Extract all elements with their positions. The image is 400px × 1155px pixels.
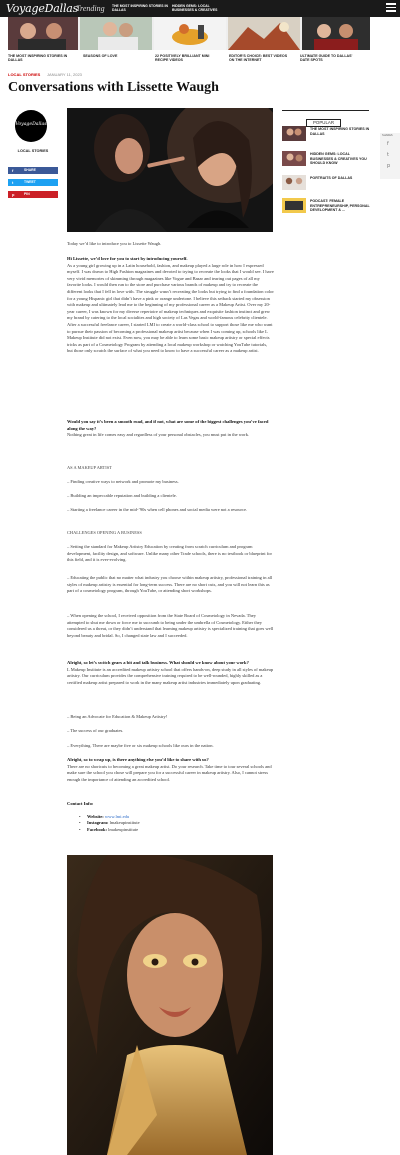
popular-thumb-3	[282, 175, 306, 190]
hamburger-menu-icon[interactable]	[386, 3, 396, 13]
pinterest-icon: p	[12, 192, 15, 197]
contact-list	[79, 814, 274, 834]
question-4: Alright, so to wrap up, is there anything else you’d like to share with us?	[67, 757, 209, 762]
contact-website: • Website: www.lmi.edu	[79, 814, 274, 821]
article-section-2	[67, 419, 274, 439]
strip-image-4[interactable]	[228, 17, 300, 50]
list-2-item-1: – Setting the standard for Makeup Artistry Education by creating from scratch curriculum and program development, facility design, and software. Unlike many other Trade schools, there is no textbook or blueprint for this field, and it is ever-evolving.	[67, 544, 272, 563]
trending-label: Trending	[76, 4, 105, 13]
share-facebook-button[interactable]	[8, 167, 58, 174]
facebook-handle: lmakeupinstitute	[108, 826, 139, 832]
list-1-item-2: – Building an impeccable reputation and building a clientele.	[67, 493, 177, 498]
rail-facebook-icon[interactable]: f	[387, 141, 389, 147]
rail-twitter-icon[interactable]: t	[387, 152, 389, 158]
topnav-hidden-gems[interactable]: HIDDEN GEMS: LOCAL BUSINESSES & CREATIVES	[172, 4, 218, 12]
popular-item-2[interactable]	[282, 151, 374, 167]
share-facebook-label: SHARE	[24, 168, 36, 172]
list-1-item-3: – Starting a freelance career in the mid-’90s when cell phones and social media were not a resource.	[67, 507, 248, 512]
answer-4: There are no shortcuts to becoming a great makeup artist. Do your research. Take time to tour several schools and make sure the school you chose will prepare you for a successful career in makeup artistry. Also, I cannot stress enough the importance of attending an accredited school.	[67, 763, 272, 782]
share-twitter-button[interactable]	[8, 179, 58, 186]
strip-image-2[interactable]	[80, 17, 152, 50]
list-1-item-1: – Finding creative ways to network and promote my business.	[67, 479, 179, 484]
popular-thumb-1	[282, 126, 306, 141]
popular-heading: POPULAR	[282, 110, 369, 118]
share-pinterest-label: PIN	[24, 192, 30, 196]
article-date: JANUARY 11, 2023	[47, 72, 82, 77]
share-twitter-label: TWEET	[24, 180, 36, 184]
article-image-gold-makeup	[67, 855, 273, 1155]
share-rail-label: SHARES	[382, 134, 393, 137]
list-2-item-3: – When opening the school, I received opposition from the State Board of Cosmetology in Nevada. They attempted to shut me down or force me to succumb to being under the umbrella of Cosmetology. Either they considered us a threat, or they didn’t understand that learning makeup artistry is specialized training that goes well beyond beauty and bridal. So, I changed state law and I succeeded.	[67, 613, 274, 638]
list-3-item-3: – Everything. There are maybe five or six makeup schools like ours in the nation.	[67, 743, 214, 748]
list-2-item-2: – Educating the public that no matter what industry you choose within makeup artistry, professional training in all styles of makeup artistry is essential for long-term success. There are no short cuts, and you will not learn this as part of a cosmetology program, through YouTube, or attending short workshops.	[67, 575, 273, 594]
topnav-inspiring[interactable]: THE MOST INSPIRING STORIES IN DALLAS	[112, 4, 168, 12]
popular-item-4-title: PODCAST: FEMALE ENTREPRENEURSHIP, PERSONAL DEVELOPMENT & ...	[310, 199, 370, 212]
article-section-4	[67, 757, 274, 783]
strip-caption-2[interactable]: SEASONS OF LOVE	[83, 54, 118, 58]
top-bar	[0, 0, 400, 17]
article-title: Conversations with Lissette Waugh	[8, 80, 219, 95]
website-link[interactable]: www.lmi.edu	[104, 813, 130, 819]
author-avatar[interactable]	[15, 110, 47, 142]
popular-item-2-title: HIDDEN GEMS: LOCAL BUSINESSES & CREATIVES YOU SHOULD KNOW	[310, 152, 367, 165]
article-category[interactable]: LOCAL STORIES	[8, 72, 41, 77]
strip-caption-1[interactable]: THE MOST INSPIRING STORIES IN DALLAS	[8, 54, 68, 63]
strip-image-3[interactable]	[154, 17, 226, 50]
trending-strip	[8, 17, 370, 50]
facebook-icon: f	[12, 168, 14, 173]
answer-1: As a young girl growing up in a Latin household, fashion, and makeup played a large role in how I expressed myself. I was drawn to High Fashion magazines and devoted to trying to recreate the looks that I would see. I have very vivid memories of skimming through magazines like Vogue and Bazar and tearing out pages of all my favorite looks. I would then run to the store and purchase various brands of makeup and try to recreate the different looks that I fell in love with. The struggle wasn’t recreating the looks but trying to find a foundation color for a young Hispanic girl that didn’t have a pink or orange undertone. I believe this setback started my obsession with makeup and ultimately lead me to the beginning of my professional career as a Makeup Artist. Over my 20-year career, I was known for my diverse repertoire of makeup techniques and exquisite fashion instinct and grew my brand by catering to the local socialites and high society of Las Vegas and world-famous celebrity clientele. After a successful freelance career, I started LMI to create a world-class school to support those like me who want to pursue their passion of becoming a professional makeup artist because when I was coming up, schools like L Makeup Institute did not exist. Even now, you may be able to learn some basic makeup artistry or special effects tricks as part of a Cosmetology Program by attending a local makeup workshop or watching YouTube tutorials, but those only scratch the surface of what you need to know to have a successful career as a makeup artist.	[67, 262, 274, 354]
strip-caption-3[interactable]: 22 POSITIVELY BRILLIANT MINI RECIPE VIDEOS	[155, 54, 210, 63]
strip-image-5[interactable]	[302, 17, 370, 50]
instagram-handle: lmakeupinstitute	[109, 820, 140, 826]
popular-item-3-title: PORTRAITS OF DALLAS	[310, 176, 353, 180]
share-rail	[380, 133, 400, 179]
heading-as-makeup-artist: AS A MAKEUP ARTIST	[67, 465, 112, 470]
contact-section	[67, 801, 274, 833]
question-3: Alright, so let’s switch gears a bit and talk business. What should we know about your work?	[67, 660, 249, 665]
question-1: Hi Lissette, we’d love for you to start by introducing yourself.	[67, 256, 188, 261]
contact-instagram: • Instagram: lmakeupinstitute	[79, 820, 274, 827]
strip-image-1[interactable]	[8, 17, 78, 50]
popular-item-4[interactable]	[282, 198, 374, 214]
contact-info-label: Contact Info:	[67, 801, 94, 806]
article-intro: Today we’d like to introduce you to Lissette Waugh.	[67, 241, 162, 246]
popular-item-1[interactable]	[282, 126, 374, 142]
list-3-item-2: – The success of our graduates.	[67, 728, 124, 733]
strip-caption-5[interactable]: ULTIMATE GUIDE TO DALLAS' DATE SPOTS	[300, 54, 353, 63]
site-logo[interactable]: VoyageDallas	[6, 2, 79, 15]
article-image-main	[67, 108, 273, 232]
author-name[interactable]: LOCAL STORIES	[17, 149, 49, 153]
answer-3: L Makeup Institute is an accredited makeup artistry school that offers hands-on, deep study in all styles of makeup artistry. Our curriculum provides the comprehensive training required to be well-rounded, highly skilled as a certified makeup artist prepared to work in the many makeup artist industries immediately upon graduating.	[67, 666, 274, 685]
popular-thumb-4	[282, 198, 306, 213]
article-section-1	[67, 256, 274, 355]
answer-2: Nothing great in life comes easy and regardless of your personal obstacles, you must put in the work.	[67, 432, 250, 438]
avatar-logo-text: VoyageDallas	[15, 122, 47, 127]
rail-pinterest-icon[interactable]: p	[387, 163, 391, 169]
question-2: Would you say it’s been a smooth road, and if not, what are some of the biggest challenges you’ve faced along the way?	[67, 419, 269, 431]
popular-item-3[interactable]	[282, 175, 374, 191]
article-section-3	[67, 660, 274, 686]
twitter-icon: t	[12, 180, 14, 185]
list-3-item-1: – Being an Advocate for Education & Makeup Artistry!	[67, 714, 168, 719]
popular-item-1-title: THE MOST INSPIRING STORIES IN DALLAS	[310, 127, 370, 136]
contact-facebook: • Facebook: lmakeupinstitute	[79, 827, 274, 834]
popular-thumb-2	[282, 151, 306, 166]
strip-caption-4[interactable]: EDITOR'S CHOICE: BEST VIDEOS ON THE INTERNET	[229, 54, 288, 63]
share-pinterest-button[interactable]	[8, 191, 58, 198]
heading-challenges-business: CHALLENGES OPENING A BUSINESS	[67, 530, 142, 535]
